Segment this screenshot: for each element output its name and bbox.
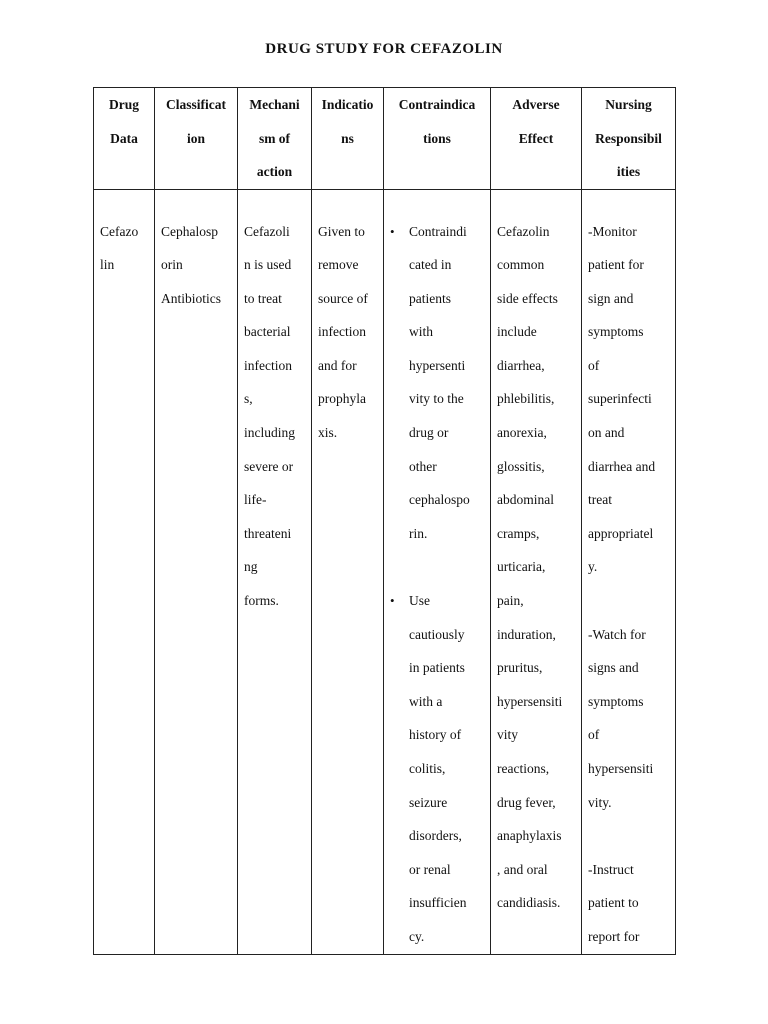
header-line: tions (423, 130, 451, 146)
cell-text-line: treat (588, 492, 612, 508)
cell-text-line: phlebilitis, (497, 391, 555, 407)
header-line: Nursing (605, 97, 652, 112)
cell-text-line: infection (318, 324, 366, 340)
cell-text-line: cy. (409, 928, 425, 944)
cell-text-line: Cefazo (100, 223, 139, 239)
cell-text-line: glossitis, (497, 458, 545, 474)
cell-text-line: -Watch for (588, 626, 646, 642)
cell-text-line: signs and (588, 660, 639, 676)
header-nursing (582, 88, 676, 190)
cell-contraindications (384, 189, 491, 954)
cell-text-line: infection (244, 357, 292, 373)
cell-mechanism (238, 189, 312, 954)
list-item (390, 584, 484, 954)
cell-text-line: pruritus, (497, 660, 543, 676)
list-spacer (390, 550, 484, 584)
header-line: Drug (109, 97, 139, 112)
cell-text-line: drug fever, (497, 794, 556, 810)
table-row (94, 189, 676, 954)
cell-text-line: source of (318, 290, 368, 306)
header-line: Effect (518, 130, 554, 146)
cell-text-line: remove (318, 257, 359, 273)
cell-text-line: patient for (588, 257, 644, 273)
cell-text-line: y. (588, 559, 598, 575)
cell-text-line: ng (244, 559, 258, 575)
cell-text-line: abdominal (497, 492, 554, 508)
header-line: Mechani (249, 97, 300, 112)
cell-text-line: side effects (497, 290, 558, 306)
cell-classification (155, 189, 238, 954)
cell-adverse-effect (491, 189, 582, 954)
cell-text-line: rin. (409, 525, 428, 541)
cell-text-line: n is used (244, 257, 292, 273)
header-line: Adverse (512, 97, 560, 112)
cell-text-line: other (409, 458, 437, 474)
cell-text-line: reactions, (497, 761, 550, 776)
cell-text-line: urticaria, (497, 559, 546, 575)
cell-text-line: patients (409, 290, 451, 306)
cell-indications (312, 189, 384, 954)
cell-text-line: -Instruct (588, 861, 634, 877)
cell-text-line: , and oral (497, 861, 548, 877)
header-line: ns (341, 130, 354, 146)
cell-text-line: symptoms (588, 324, 644, 340)
cell-text-line: report for (588, 928, 640, 944)
drug-study-table (93, 87, 676, 955)
cell-text-line: forms. (244, 593, 279, 609)
cell-text-line: diarrhea and (588, 458, 656, 474)
cell-text-line: including (244, 425, 295, 441)
cell-text-line: or renal (409, 861, 451, 877)
cell-text-line: candidiasis. (497, 895, 561, 911)
cell-text-line: seizure (409, 794, 448, 810)
header-drug-data (94, 88, 155, 190)
cell-text-line: Given to (318, 223, 365, 239)
cell-text-line: prophyla (318, 391, 366, 407)
cell-text-line: superinfecti (588, 391, 652, 407)
header-line: Data (110, 130, 138, 146)
nursing-paragraph (588, 215, 669, 585)
cell-text-line: include (497, 324, 537, 340)
cell-text-line: anaphylaxis (497, 828, 562, 844)
cell-text-line: on and (588, 425, 625, 441)
cell-text-line: diarrhea, (497, 357, 545, 373)
cell-text-line: sign and (588, 290, 634, 306)
cell-text-line: disorders, (409, 828, 462, 844)
cell-text-line: hypersenti (409, 357, 466, 373)
header-line: Contraindica (398, 97, 476, 112)
cell-text-line: severe or (244, 458, 294, 474)
cell-text-line: appropriatel (588, 525, 654, 541)
cell-text-line: induration, (497, 626, 556, 642)
cell-text-line: orin (161, 257, 183, 273)
cell-text-line: xis. (318, 425, 338, 441)
contraindications-list (390, 215, 484, 954)
cell-text-line: Antibiotics (161, 290, 221, 306)
cell-text-line: • Use (409, 593, 430, 609)
header-line: ion (186, 130, 205, 146)
header-mechanism (238, 88, 312, 190)
cell-text-line: life- (244, 492, 267, 508)
cell-text-line: -Monitor (588, 223, 637, 239)
header-line: ities (616, 164, 641, 179)
cell-drug-data (94, 189, 155, 954)
header-line: sm of (258, 130, 291, 146)
cell-text-line: vity. (588, 794, 612, 810)
header-line: Classificat (166, 97, 226, 112)
cell-text-line: s, (244, 391, 253, 407)
cell-text-line: lin (100, 257, 115, 273)
header-indications (312, 88, 384, 190)
header-line: action (256, 164, 293, 179)
cell-text-line: with (409, 324, 434, 340)
cell-text-line: hypersensiti (497, 693, 563, 709)
cell-text-line: anorexia, (497, 425, 547, 441)
cell-text-line: cated in (409, 257, 452, 273)
cell-text-line: with a (409, 693, 443, 709)
header-contraindications (384, 88, 491, 190)
cell-text-line: Cephalosp (161, 223, 218, 239)
header-classification (155, 88, 238, 190)
cell-nursing (582, 189, 676, 954)
cell-text-line: • Contraindi (409, 223, 467, 239)
cell-text-line: common (497, 257, 545, 273)
header-adverse-effect (491, 88, 582, 190)
document-title: DRUG STUDY FOR CEFAZOLIN (265, 41, 503, 57)
cell-text-line: cephalospo (409, 492, 470, 508)
cell-text-line: to treat (244, 290, 282, 306)
cell-text-line: history of (409, 727, 462, 743)
cell-text-line: threateni (244, 525, 292, 541)
header-row (94, 88, 676, 190)
cell-text-line: colitis, (409, 761, 446, 776)
cell-text-line: drug or (409, 425, 449, 441)
cell-text-line: and for (318, 357, 357, 373)
header-line: Responsibil (595, 130, 662, 146)
cell-text-line: bacterial (244, 324, 291, 340)
cell-text-line: hypersensiti (588, 761, 654, 776)
list-item (390, 215, 484, 551)
nursing-paragraph (588, 853, 669, 954)
cell-text-line: pain, (497, 593, 524, 609)
cell-text-line: patient to (588, 895, 639, 911)
cell-text-line: cautiously (409, 626, 465, 642)
cell-text-line: of (588, 727, 600, 743)
cell-text-line: vity (497, 727, 519, 743)
cell-text-line: symptoms (588, 693, 644, 709)
cell-text-line: cramps, (497, 525, 540, 541)
nursing-paragraph (588, 618, 669, 820)
cell-text-line: vity to the (409, 391, 464, 407)
cell-text-line: Cefazoli (244, 223, 290, 239)
cell-text-line: of (588, 357, 600, 373)
cell-text-line: insufficien (409, 895, 467, 911)
cell-text-line: in patients (409, 660, 465, 676)
header-line: Indicatio (321, 97, 374, 112)
cell-text-line: Cefazolin (497, 223, 550, 239)
